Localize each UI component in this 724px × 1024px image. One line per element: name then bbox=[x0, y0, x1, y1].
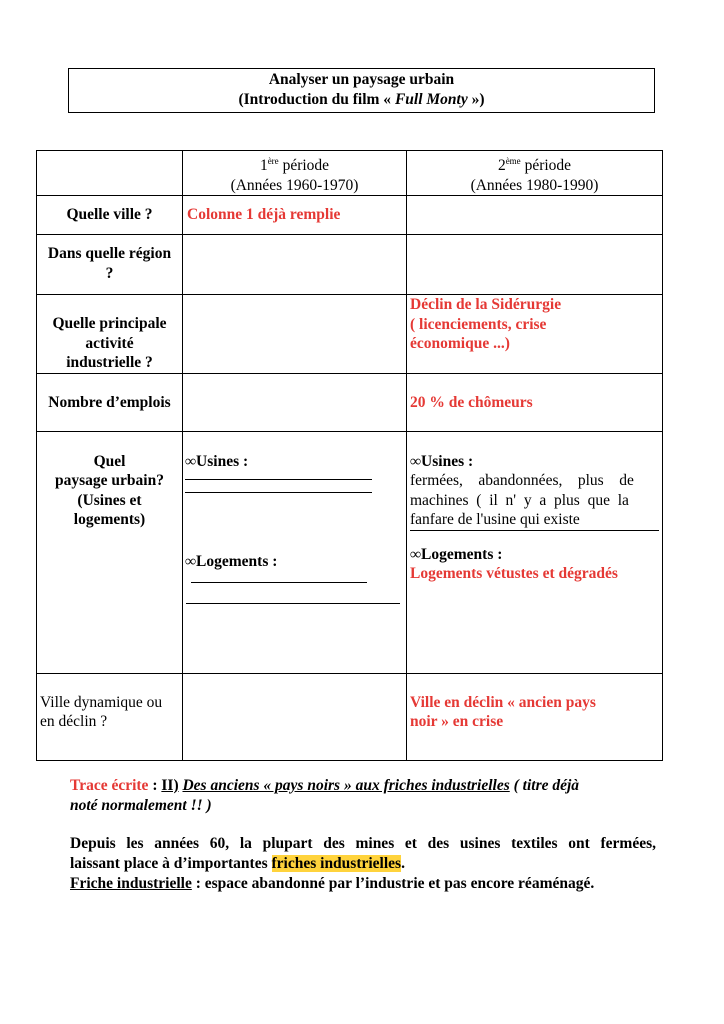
trace-heading: Des anciens « pays noirs » aux friches industrielles bbox=[182, 777, 510, 794]
question-ville-text: Quelle ville ? bbox=[66, 206, 153, 224]
trace-note-1: ( titre déjà bbox=[509, 777, 580, 794]
answer-line-2 bbox=[185, 492, 372, 493]
paragraph-line-2-suffix: . bbox=[401, 855, 405, 872]
title-prefix: (Introduction du film « bbox=[238, 91, 395, 108]
col1-num: 1 bbox=[259, 157, 268, 175]
col1-header bbox=[183, 151, 407, 196]
paysage-col2-logements-text: Logements vétustes et dégradés bbox=[410, 565, 618, 583]
answer-line-4 bbox=[186, 603, 400, 604]
trace-ecrite bbox=[70, 776, 656, 816]
paragraph-line-1: Depuis les années 60, la plupart des mines et des usines textiles ont fermées, bbox=[70, 835, 656, 852]
activite-col2-line2: ( licenciements, crise bbox=[410, 315, 547, 333]
trace-note-2: noté normalement !! ) bbox=[70, 797, 212, 814]
col2-sup: ème bbox=[505, 156, 521, 166]
title-box bbox=[68, 68, 655, 113]
col2-num: 2 bbox=[497, 157, 506, 175]
question-region-line2: ? bbox=[105, 264, 114, 282]
ville-col2 bbox=[407, 196, 663, 235]
question-activite-line2: activité bbox=[85, 334, 134, 352]
activite-col2-line1: Déclin de la Sidérurgie bbox=[410, 296, 562, 314]
question-paysage bbox=[37, 431, 183, 673]
definition-text: : espace abandonné par l’industrie et pas encore réaménagé. bbox=[191, 875, 595, 892]
answer-line-3 bbox=[191, 572, 367, 583]
trace-numeral: II) bbox=[161, 777, 179, 794]
col2-years: (Années 1980-1990) bbox=[470, 176, 599, 194]
row-region bbox=[37, 235, 663, 295]
col1-word: période bbox=[278, 157, 330, 175]
paysage-col1-usines: ∞Usines : bbox=[185, 452, 249, 470]
emplois-col1 bbox=[183, 373, 407, 431]
question-paysage-line4: logements) bbox=[73, 511, 146, 529]
question-paysage-line1: Quel bbox=[93, 452, 126, 470]
question-activite-line3: industrielle ? bbox=[66, 354, 153, 372]
body-paragraph bbox=[70, 834, 656, 894]
trace-label: Trace écrite bbox=[70, 777, 149, 794]
paysage-col2-usines-line1: fermées, abandonnées, plus de bbox=[410, 472, 634, 490]
paysage-col2-usines-line2: machines ( il n' y a plus que la bbox=[410, 491, 629, 509]
dynamique-col2-line1: Ville en déclin « ancien pays bbox=[410, 693, 596, 711]
question-dynamique bbox=[37, 673, 183, 760]
question-activite-line1: Quelle principale bbox=[52, 315, 167, 333]
paragraph-line-2-prefix: laissant place à d’importantes bbox=[70, 855, 272, 872]
question-paysage-line2: paysage urbain? bbox=[55, 472, 164, 490]
highlighted-term: friches industrielles bbox=[271, 855, 402, 872]
col2-word: période bbox=[520, 157, 572, 175]
question-emplois-text: Nombre d’emplois bbox=[48, 393, 171, 411]
dynamique-col2-line2: noir » en crise bbox=[410, 713, 504, 731]
region-col1 bbox=[183, 235, 407, 295]
header-row bbox=[37, 151, 663, 196]
region-col2 bbox=[407, 235, 663, 295]
question-region bbox=[37, 235, 183, 295]
question-paysage-line3: (Usines et bbox=[77, 491, 142, 509]
activite-col2 bbox=[407, 295, 663, 374]
analysis-table bbox=[36, 150, 663, 761]
paysage-col2-usines: ∞Usines : bbox=[410, 452, 474, 470]
title-line-1: Analyser un paysage urbain bbox=[268, 71, 455, 88]
row-paysage bbox=[37, 431, 663, 673]
question-emplois bbox=[37, 373, 183, 431]
ville-col1-text: Colonne 1 déjà remplie bbox=[187, 206, 341, 224]
answer-line-1 bbox=[185, 471, 372, 480]
paysage-col2-usines-line3: fanfare de l'usine qui existe bbox=[410, 510, 659, 531]
dynamique-col1 bbox=[183, 673, 407, 760]
trace-colon: : bbox=[148, 777, 162, 794]
title-suffix: ») bbox=[467, 91, 485, 108]
dynamique-col2 bbox=[407, 673, 663, 760]
question-ville bbox=[37, 196, 183, 235]
corner-cell bbox=[37, 151, 183, 196]
emplois-col2-text: 20 % de chômeurs bbox=[410, 393, 533, 411]
definition-term: Friche industrielle bbox=[70, 875, 192, 892]
question-dynamique-line2: en déclin ? bbox=[40, 713, 108, 731]
question-activite bbox=[37, 295, 183, 374]
row-emplois bbox=[37, 373, 663, 431]
paysage-col1 bbox=[183, 431, 407, 673]
col1-years: (Années 1960-1970) bbox=[230, 176, 359, 194]
activite-col1 bbox=[183, 295, 407, 374]
row-activite bbox=[37, 295, 663, 374]
paysage-col2-logements: ∞Logements : bbox=[410, 545, 503, 563]
row-dynamique bbox=[37, 673, 663, 760]
paysage-col2 bbox=[407, 431, 663, 673]
row-ville bbox=[37, 196, 663, 235]
activite-col2-line3: économique ...) bbox=[410, 335, 510, 353]
emplois-col2 bbox=[407, 373, 663, 431]
question-dynamique-line1: Ville dynamique ou bbox=[40, 693, 163, 711]
ville-col1 bbox=[183, 196, 407, 235]
col1-sup: ère bbox=[267, 156, 279, 166]
film-title: Full Monty bbox=[394, 91, 468, 108]
title-line-2 bbox=[69, 90, 654, 110]
col2-header bbox=[407, 151, 663, 196]
paysage-col1-logements: ∞Logements : bbox=[185, 553, 278, 571]
question-region-line1: Dans quelle région bbox=[47, 245, 172, 263]
